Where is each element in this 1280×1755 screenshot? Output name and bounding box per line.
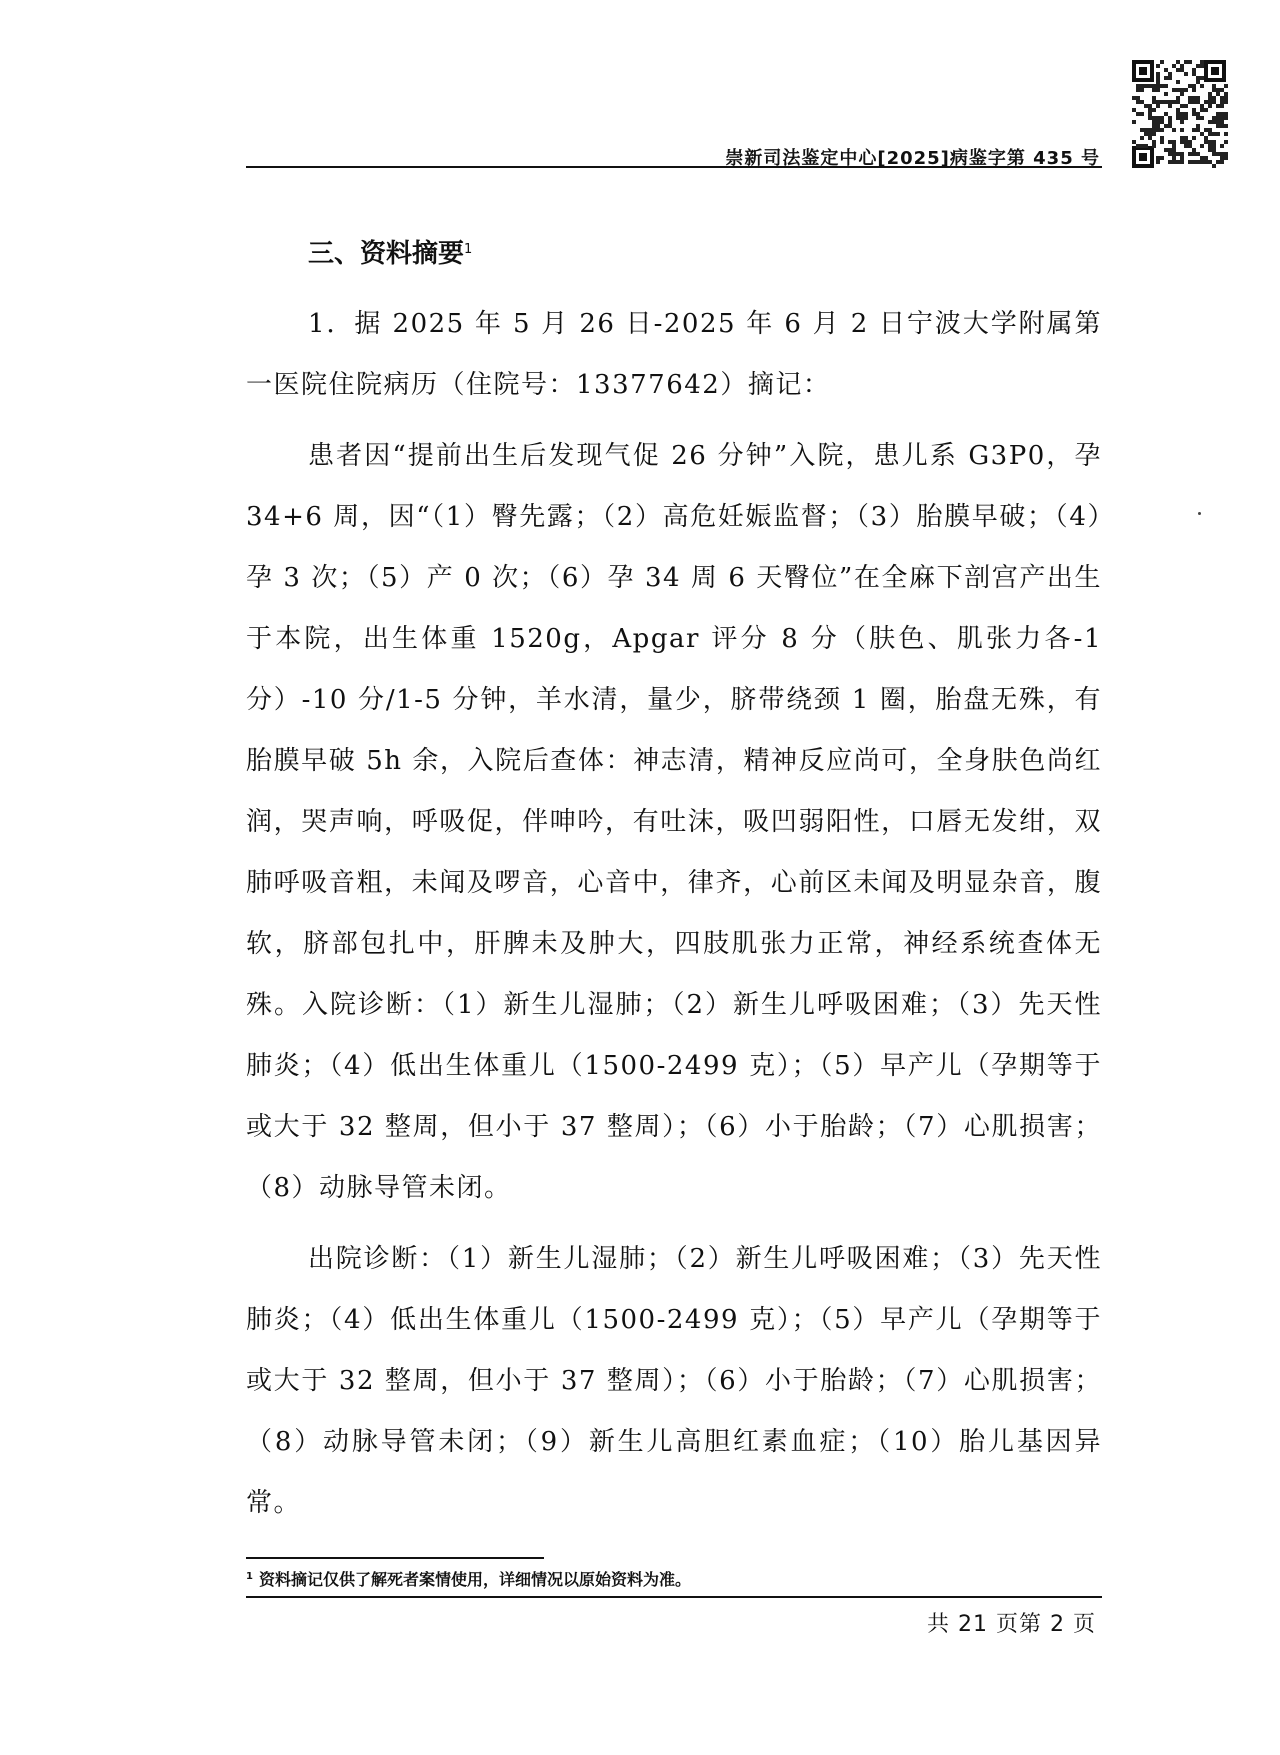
section-heading bbox=[308, 232, 1102, 276]
paragraph-source: 1．据 2025 年 5 月 26 日-2025 年 6 月 2 日宁波大学附属第一医院住院病历（住院号：13377642）摘记： bbox=[246, 309, 1102, 400]
header-divider bbox=[246, 166, 1102, 168]
footer-divider bbox=[246, 1596, 1102, 1598]
section-heading-text: 三、资料摘要 bbox=[308, 239, 465, 269]
paragraph-discharge: 出院诊断：（1）新生儿湿肺；（2）新生儿呼吸困难；（3）先天性肺炎；（4）低出生体重儿（1500-2499 克）；（5）早产儿（孕期等于或大于 32 整周，但小于 37 整周）；（6）小于胎龄；（7）心肌损害；（8）动脉导管未闭；（9）新生儿高胆红素血症；（10）胎儿基因异常。 bbox=[246, 1244, 1102, 1518]
page-count: 共 21 页第 2 页 bbox=[927, 1612, 1096, 1637]
scan-speck bbox=[1198, 512, 1201, 515]
paragraph-admission: 患者因“提前出生后发现气促 26 分钟”入院，患儿系 G3P0，孕 34+6 周，因“（1）臀先露；（2）高危妊娠监督；（3）胎膜早破；（4）孕 3 次；（5）产 0 次；（6）孕 34 周 6 天臀位”在全麻下剖宫产出生于本院，出生体重 1520g，Apgar 评分 8 分（肤色、肌张力各-1 分）-10 分/1-5 分钟，羊水清，量少，脐带绕颈 1 圈，胎盘无殊，有胎膜早破 5h 余，入院后查体：神志清，精神反应尚可，全身肤色尚红润，哭声响，呼吸促，伴呻吟，有吐沫，吸凹弱阳性，口唇无发绀，双肺呼吸音粗，未闻及啰音，心音中，律齐，心前区未闻及明显杂音，腹软，脐部包扎中，肝脾未及肿大，四肢肌张力正常，神经系统查体无殊。入院诊断：（1）新生儿湿肺；（2）新生儿呼吸困难；（3）先天性肺炎；（4）低出生体重儿（1500-2499 克）；（5）早产儿（孕期等于或大于 32 整周，但小于 37 整周）；（6）小于胎龄；（7）心肌损害；（8）动脉导管未闭。 bbox=[246, 441, 1102, 1203]
footnote bbox=[246, 1567, 691, 1590]
main-content bbox=[246, 232, 1102, 1534]
footnote-divider bbox=[246, 1557, 544, 1559]
footnote-marker: 1 bbox=[246, 1570, 253, 1582]
footnote-text: 资料摘记仅供了解死者案情使用，详细情况以原始资料为准。 bbox=[258, 1570, 691, 1589]
footnote-reference: 1 bbox=[464, 242, 473, 257]
qr-code-icon bbox=[1130, 58, 1228, 170]
document-number: 崇新司法鉴定中心[2025]病鉴字第 435 号 bbox=[725, 148, 1100, 169]
